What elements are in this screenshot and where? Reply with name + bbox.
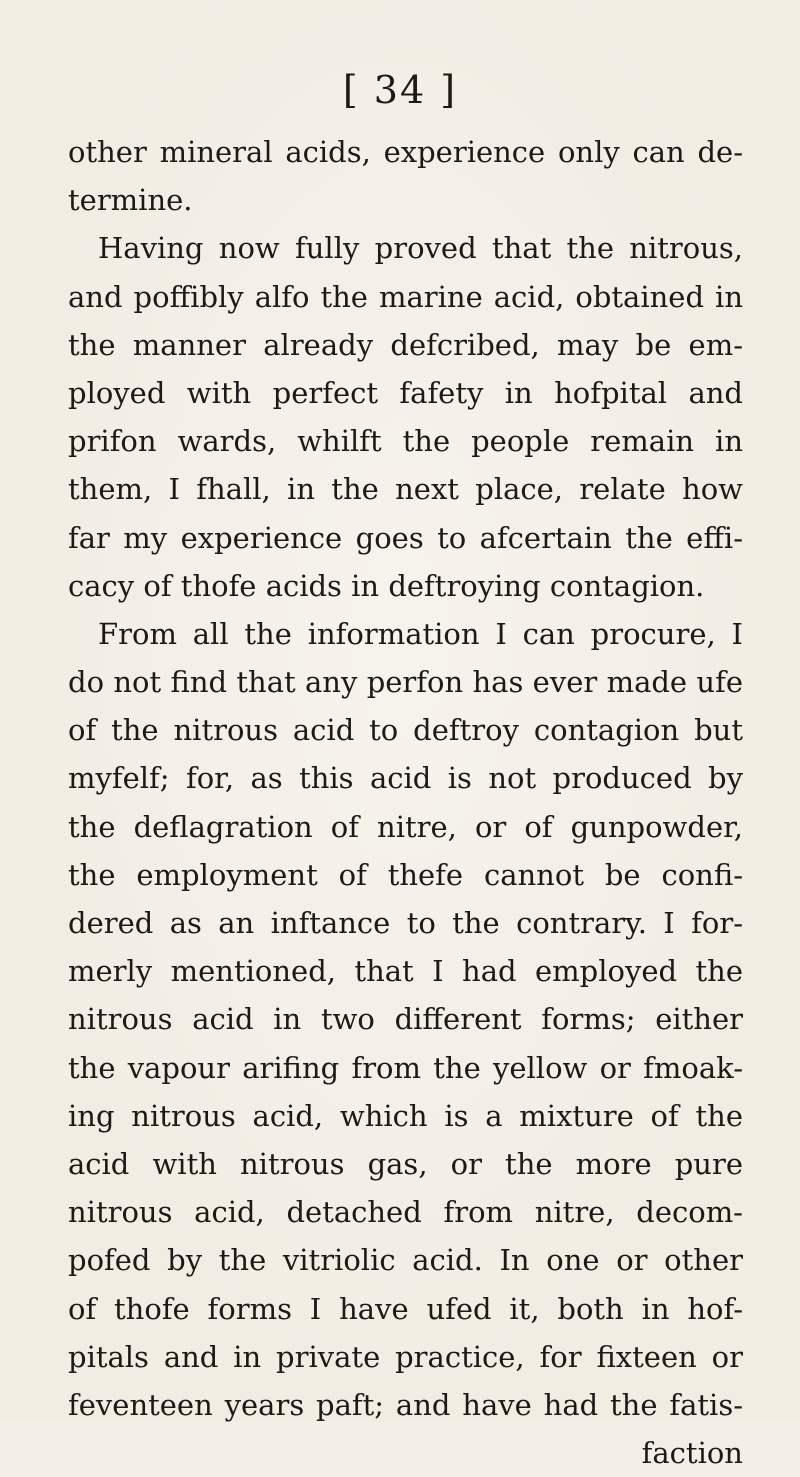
text-line-9: far my experience goes to afcertain the effi- — [68, 520, 743, 555]
text-line-13: of the nitrous acid to deftroy contagion but — [68, 713, 743, 748]
text-line-6: ployed with perfect fafety in hofpital and — [68, 375, 743, 410]
text-line-1: other mineral acids, experience only can de- — [68, 135, 743, 169]
text-line-12: do not find that any perfon has ever made ufe — [68, 665, 743, 700]
text-line-22: acid with nitrous gas, or the more pure — [68, 1146, 743, 1181]
text-line-24: pofed by the vitriolic acid. In one or other — [68, 1243, 743, 1278]
text-line-26: pitals and in private practice, for fixteen or — [68, 1339, 743, 1374]
text-line-18: merly mentioned, that I had employed the — [68, 954, 743, 989]
text-line-10: cacy of thofe acids in deftroying contagion. — [68, 568, 705, 603]
text-line-14: myfelf; for, as this acid is not produced by — [68, 761, 743, 796]
text-line-11: From all the information I can procure, I — [98, 616, 743, 651]
text-line-16: the employment of thefe cannot be confi- — [68, 857, 743, 892]
text-line-21: ing nitrous acid, which is a mixture of the — [68, 1098, 743, 1133]
body-text — [68, 128, 743, 1477]
text-line-17: dered as an inftance to the contrary. I for- — [68, 906, 743, 940]
text-line-2: termine. — [68, 183, 193, 218]
text-line-19: nitrous acid in two different forms; either — [68, 1002, 743, 1037]
text-line-4: and poffibly alfo the marine acid, obtained in — [68, 279, 743, 314]
text-line-15: the deflagration of nitre, or of gunpowder, — [68, 809, 743, 844]
text-line-27: feventeen years paft; and have had the fatis- — [68, 1387, 743, 1422]
catchword: faction — [641, 1436, 743, 1471]
page-number-header: [ 34 ] — [342, 68, 458, 112]
text-line-8: them, I fhall, in the next place, relate how — [68, 472, 743, 507]
text-line-20: the vapour arifing from the yellow or fmoak- — [68, 1050, 743, 1085]
text-line-25: of thofe forms I have ufed it, both in hof- — [68, 1291, 743, 1326]
text-line-7: prifon wards, whilft the people remain in — [68, 424, 743, 459]
text-line-3: Having now fully proved that the nitrous, — [98, 231, 743, 266]
text-line-23: nitrous acid, detached from nitre, decom- — [68, 1195, 743, 1230]
text-line-5: the manner already defcribed, may be em- — [68, 327, 743, 362]
